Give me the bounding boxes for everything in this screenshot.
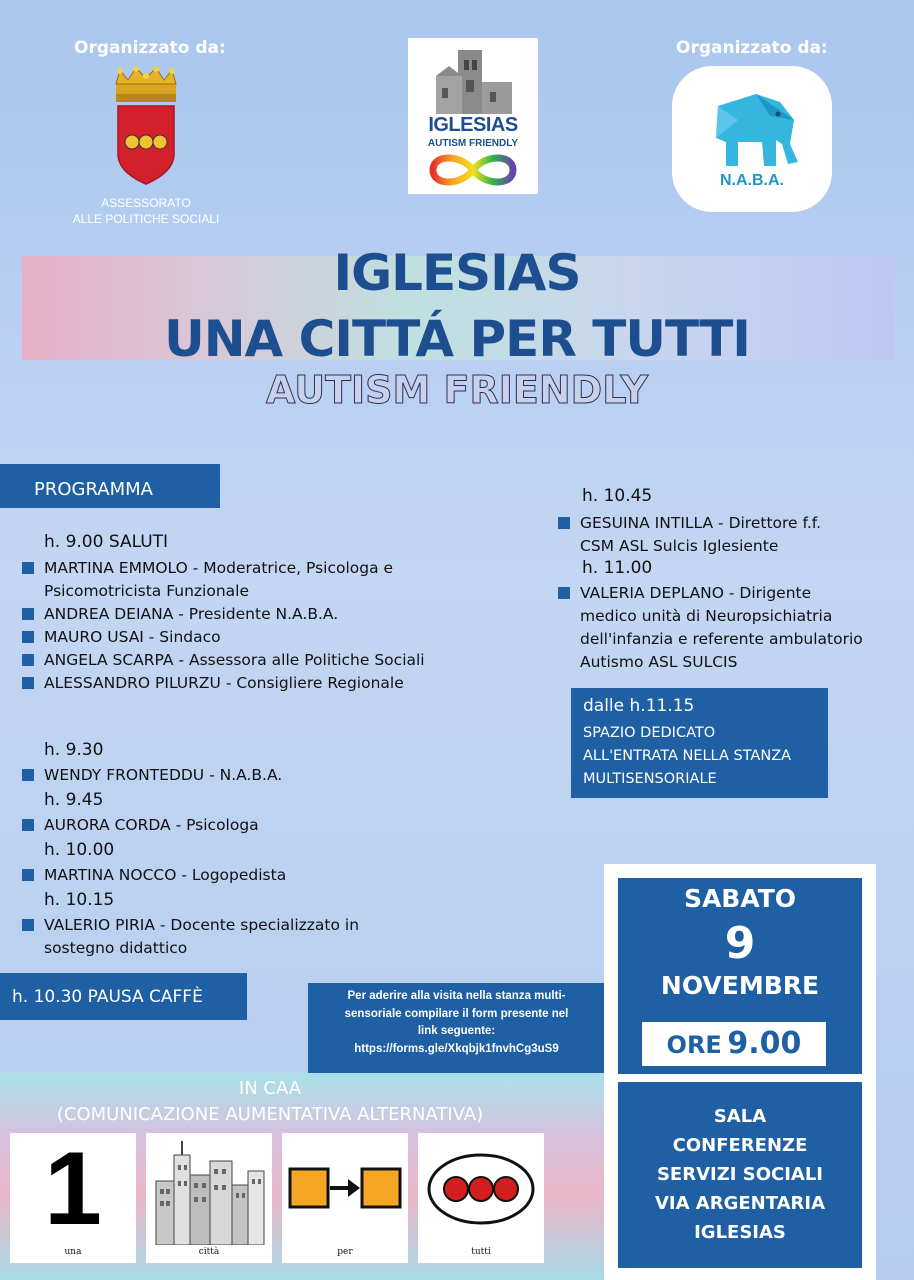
bullet-icon <box>22 869 34 881</box>
time-9-00: h. 9.00 SALUTI <box>44 532 169 552</box>
caa-word-per: per <box>337 1247 353 1257</box>
title-line3: AUTISM FRIENDLY <box>265 368 649 412</box>
date-day: 9 <box>724 918 756 969</box>
caa-word-tutti: tutti <box>471 1247 491 1257</box>
speaker-item-cont: CSM ASL Sulcis Iglesiente <box>580 537 779 555</box>
speaker-item: MARTINA NOCCO - Logopedista <box>22 864 472 887</box>
bullet-icon <box>558 587 570 599</box>
speaker-item: WENDY FRONTEDDU - N.A.B.A. <box>22 764 472 787</box>
ore-label: ORE <box>666 1031 722 1059</box>
caa-line2: (COMUNICAZIONE AUMENTATIVA ALTERNATIVA) <box>56 1104 484 1125</box>
date-day-name: SABATO <box>683 884 797 913</box>
speaker-item: ANDREA DEIANA - Presidente N.A.B.A. <box>22 603 472 626</box>
title-line1: IGLESIAS <box>333 244 581 302</box>
infinity-rainbow-icon <box>425 150 521 190</box>
assessorato-line2: ALLE POLITICHE SOCIALI <box>72 212 220 226</box>
bullet-icon <box>22 608 34 620</box>
program-left-column <box>22 532 472 695</box>
form-note-line1: Per aderire alla visita nella stanza multi- <box>347 990 566 1002</box>
programma-heading: PROGRAMMA <box>0 464 220 508</box>
caa-card-una <box>10 1133 136 1263</box>
spazio-line3: MULTISENSORIALE <box>583 771 717 787</box>
bullet-icon <box>22 819 34 831</box>
speaker-item: MARTINA EMMOLO - Moderatrice, Psicologa e <box>22 557 472 580</box>
bullet-icon <box>22 677 34 689</box>
bullet-icon <box>558 517 570 529</box>
speaker-item: AURORA CORDA - Psicologa <box>22 814 472 837</box>
time-10-00: h. 10.00 <box>44 840 115 860</box>
caa-line1: IN CAA <box>238 1078 302 1099</box>
ore-time: 9.00 <box>727 1026 802 1061</box>
all-people-icon <box>426 1151 536 1227</box>
bullet-icon <box>22 769 34 781</box>
spazio-line2: ALL'ENTRATA NELLA STANZA <box>583 748 792 764</box>
spazio-line1: SPAZIO DEDICATO <box>583 725 716 741</box>
speaker-item: VALERIA DEPLANO - Dirigente <box>558 582 898 605</box>
spazio-box <box>571 688 828 798</box>
assessorato-line1: ASSESSORATO <box>101 196 191 210</box>
speaker-item-cont: medico unità di Neuropsichiatria <box>580 607 833 625</box>
logo-title: IGLESIAS <box>428 114 518 136</box>
iglesias-autism-friendly-logo <box>408 38 538 194</box>
speaker-item: ALESSANDRO PILURZU - Consigliere Regionale <box>22 672 472 695</box>
caa-word-una: una <box>64 1247 82 1257</box>
caa-symbol-one: 1 <box>44 1131 102 1247</box>
time-10-45: h. 10.45 <box>582 486 653 506</box>
speaker-item-cont: dell'infanzia e referente ambulatorio <box>580 630 863 648</box>
time-box <box>642 1022 826 1066</box>
speaker-item-cont: sostegno didattico <box>44 939 188 957</box>
form-note <box>308 983 605 1073</box>
caa-card-citta <box>146 1133 272 1263</box>
speaker-item: VALERIO PIRIA - Docente specializzato in <box>22 914 472 937</box>
time-9-30: h. 9.30 <box>44 740 104 760</box>
time-9-45: h. 9.45 <box>44 790 104 810</box>
form-link[interactable]: https://forms.gle/Xkqbjk1fnvhCg3uS9 <box>354 1042 559 1055</box>
naba-logo <box>672 66 832 212</box>
organizer-right-label: Organizzato da: <box>676 38 828 58</box>
pausa-caffe: h. 10.30 PAUSA CAFFÈ <box>0 973 247 1020</box>
elephant-icon <box>698 80 808 176</box>
time-10-15: h. 10.15 <box>44 890 115 910</box>
caa-word-citta: città <box>198 1247 220 1257</box>
city-icon <box>152 1141 266 1245</box>
venue-box <box>618 1082 862 1268</box>
venue-line3: SERVIZI SOCIALI <box>656 1164 824 1185</box>
date-month: NOVEMBRE <box>660 971 820 1000</box>
title-line2: UNA CITTÁ PER TUTTI <box>164 310 750 368</box>
speaker-item-cont: Autismo ASL SULCIS <box>580 653 738 671</box>
bullet-icon <box>22 654 34 666</box>
municipal-crest-icon <box>110 66 182 188</box>
speaker-item-cont: Psicomotricista Funzionale <box>44 582 250 600</box>
spazio-time: dalle h.11.15 <box>583 696 695 716</box>
organizer-left-label: Organizzato da: <box>74 38 226 58</box>
transfer-arrow-icon <box>288 1163 402 1213</box>
venue-line1: SALA <box>713 1106 767 1127</box>
logo-subtitle: AUTISM FRIENDLY <box>427 138 519 149</box>
bullet-icon <box>22 631 34 643</box>
speaker-item: ANGELA SCARPA - Assessora alle Politiche Sociali <box>22 649 472 672</box>
date-box <box>618 878 862 1074</box>
bullet-icon <box>22 562 34 574</box>
program-left-column-2 <box>22 740 472 960</box>
venue-line5: IGLESIAS <box>694 1222 786 1243</box>
speaker-item: GESUINA INTILLA - Direttore f.f. <box>558 512 898 535</box>
venue-line2: CONFERENZE <box>672 1135 808 1156</box>
time-11-00: h. 11.00 <box>582 558 653 578</box>
caa-card-tutti <box>418 1133 544 1263</box>
program-right-column <box>558 486 898 674</box>
form-note-line2: sensoriale compilare il form presente nel <box>344 1007 569 1020</box>
church-tower-icon <box>428 46 520 116</box>
speaker-item: MAURO USAI - Sindaco <box>22 626 472 649</box>
naba-label: N.A.B.A. <box>720 172 784 189</box>
venue-line4: VIA ARGENTARIA <box>654 1193 826 1214</box>
bullet-icon <box>22 919 34 931</box>
form-note-line3: link seguente: <box>417 1025 496 1037</box>
caa-card-per <box>282 1133 408 1263</box>
